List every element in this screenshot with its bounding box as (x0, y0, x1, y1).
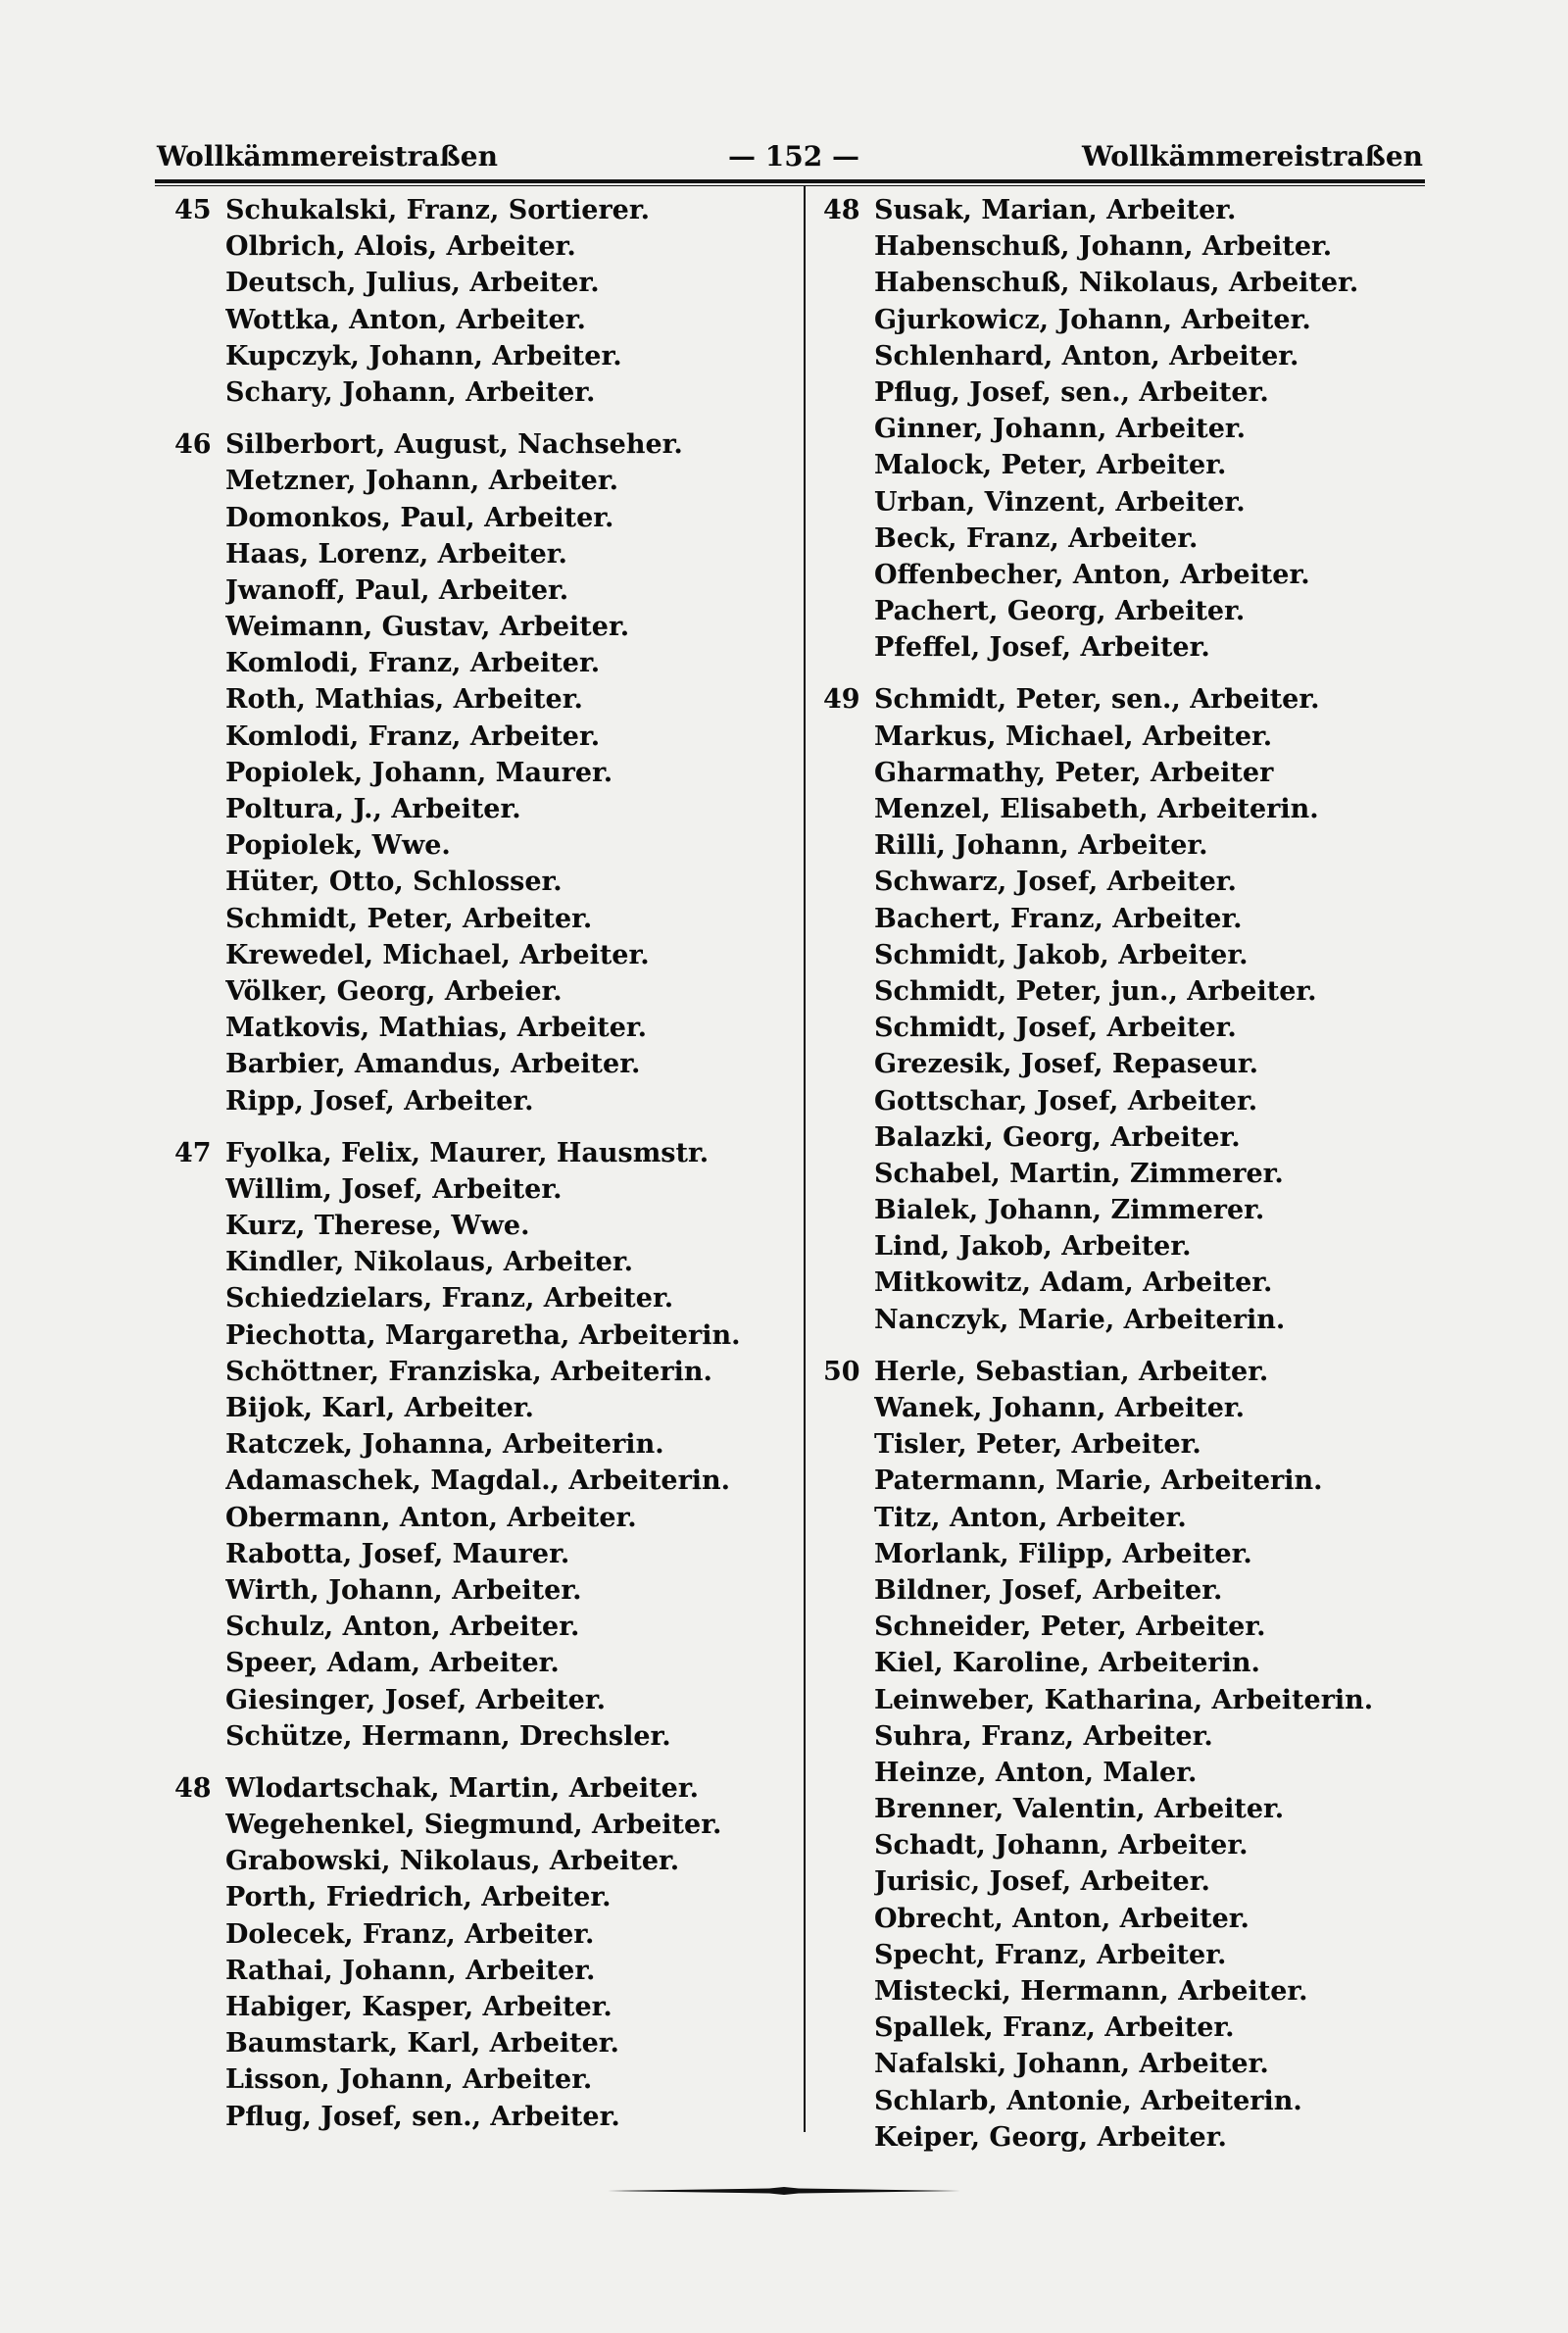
resident-entry: Kiel, Karoline, Arbeiterin. (874, 1648, 1260, 1679)
resident-entry: Ratczek, Johanna, Arbeiterin. (225, 1429, 664, 1461)
resident-entry: Wlodartschak, Martin, Arbeiter. (225, 1772, 699, 1804)
resident-entry: Popiolek, Johann, Maurer. (225, 757, 613, 788)
house-group (823, 192, 1431, 666)
resident-entry: Metzner, Johann, Arbeiter. (225, 466, 618, 497)
resident-entry: Wirth, Johann, Arbeiter. (225, 1574, 582, 1606)
resident-entry: Schmidt, Peter, jun., Arbeiter. (874, 975, 1317, 1007)
resident-entry: Schmidt, Peter, sen., Arbeiter. (874, 684, 1320, 716)
resident-entry: Bachert, Franz, Arbeiter. (874, 903, 1243, 934)
resident-entry: Obermann, Anton, Arbeiter. (225, 1502, 637, 1533)
resident-entry: Pflug, Josef, sen., Arbeiter. (225, 2101, 620, 2132)
resident-entry: Patermann, Marie, Arbeiterin. (874, 1465, 1323, 1497)
resident-entry: Schiedzielars, Franz, Arbeiter. (225, 1283, 674, 1315)
resident-entry: Pflug, Josef, sen., Arbeiter. (874, 376, 1269, 408)
resident-entry: Habenschuß, Nikolaus, Arbeiter. (874, 268, 1359, 299)
resident-entry: Habiger, Kasper, Arbeiter. (225, 1992, 612, 2022)
resident-entry: Rilli, Johann, Arbeiter. (874, 830, 1208, 862)
resident-entry: Willim, Josef, Arbeiter. (225, 1173, 563, 1205)
header-street-left: Wollkämmereistraßen (157, 140, 498, 173)
house-number: 50 (823, 1356, 860, 1387)
resident-entry: Rabotta, Josef, Maurer. (225, 1538, 570, 1569)
page-number: — 152 — (728, 140, 859, 173)
resident-entry: Malock, Peter, Arbeiter. (874, 450, 1227, 481)
resident-entry: Wottka, Anton, Arbeiter. (225, 304, 586, 335)
resident-entry: Mistecki, Hermann, Arbeiter. (874, 1976, 1308, 2007)
resident-entry: Komlodi, Franz, Arbeiter. (225, 648, 601, 679)
resident-entry: Obrecht, Anton, Arbeiter. (874, 1903, 1250, 1934)
resident-entry: Habenschuß, Johann, Arbeiter. (874, 231, 1333, 263)
resident-entry: Schlenhard, Anton, Arbeiter. (874, 340, 1299, 372)
resident-entry: Heinze, Anton, Maler. (874, 1757, 1198, 1788)
resident-entry: Popiolek, Wwe. (225, 830, 451, 862)
resident-entry: Herle, Sebastian, Arbeiter. (874, 1356, 1269, 1387)
resident-entry: Schmidt, Josef, Arbeiter. (874, 1013, 1237, 1044)
resident-entry: Rathai, Johann, Arbeiter. (225, 1955, 596, 1986)
resident-entry: Urban, Vinzent, Arbeiter. (874, 486, 1246, 518)
resident-entry: Lisson, Johann, Arbeiter. (225, 2064, 593, 2096)
page-header (157, 137, 1423, 176)
resident-entry: Schulz, Anton, Arbeiter. (225, 1612, 580, 1643)
resident-entry: Schary, Johann, Arbeiter. (225, 376, 596, 408)
resident-entry: Gharmathy, Peter, Arbeiter (874, 757, 1274, 788)
house-number: 47 (174, 1137, 212, 1168)
resident-entry: Schabel, Martin, Zimmerer. (874, 1158, 1284, 1189)
resident-entry: Olbrich, Alois, Arbeiter. (225, 231, 576, 263)
resident-entry: Schmidt, Peter, Arbeiter. (225, 903, 593, 934)
header-double-rule (155, 179, 1425, 186)
resident-entry: Markus, Michael, Arbeiter. (874, 720, 1273, 752)
resident-entry: Beck, Franz, Arbeiter. (874, 522, 1199, 554)
resident-entry: Offenbecher, Anton, Arbeiter. (874, 559, 1310, 590)
resident-entry: Bildner, Josef, Arbeiter. (874, 1574, 1223, 1606)
house-group (174, 192, 797, 411)
resident-entry: Morlank, Filipp, Arbeiter. (874, 1538, 1252, 1569)
resident-entry: Schwarz, Josef, Arbeiter. (874, 867, 1237, 898)
resident-entry: Ripp, Josef, Arbeiter. (225, 1085, 534, 1117)
resident-entry: Kupczyk, Johann, Arbeiter. (225, 340, 622, 372)
house-group (823, 681, 1431, 1337)
resident-entry: Susak, Marian, Arbeiter. (874, 195, 1237, 225)
resident-entry: Wegehenkel, Siegmund, Arbeiter. (225, 1810, 722, 1841)
resident-entry: Gjurkowicz, Johann, Arbeiter. (874, 304, 1311, 335)
house-group (174, 426, 797, 1119)
resident-entry: Suhra, Franz, Arbeiter. (874, 1720, 1213, 1752)
resident-entry: Piechotta, Margaretha, Arbeiterin. (225, 1319, 741, 1351)
resident-entry: Schmidt, Jakob, Arbeiter. (874, 939, 1249, 970)
resident-entry: Adamaschek, Magdal., Arbeiterin. (225, 1465, 731, 1497)
resident-entry: Spallek, Franz, Arbeiter. (874, 2012, 1235, 2044)
resident-entry: Domonkos, Paul, Arbeiter. (225, 502, 614, 533)
resident-entry: Schlarb, Antonie, Arbeiterin. (874, 2085, 1302, 2116)
resident-entry: Jurisic, Josef, Arbeiter. (874, 1866, 1210, 1898)
house-number: 49 (823, 684, 860, 716)
house-group (823, 1354, 1431, 2156)
resident-entry: Specht, Franz, Arbeiter. (874, 1939, 1227, 1970)
resident-entry: Balazki, Georg, Arbeiter. (874, 1121, 1241, 1153)
resident-entry: Jwanoff, Paul, Arbeiter. (225, 574, 569, 606)
resident-entry: Tisler, Peter, Arbeiter. (874, 1429, 1201, 1461)
resident-entry: Bialek, Johann, Zimmerer. (874, 1195, 1265, 1226)
resident-entry: Mitkowitz, Adam, Arbeiter. (874, 1267, 1273, 1299)
resident-entry: Schneider, Peter, Arbeiter. (874, 1612, 1266, 1643)
header-street-right: Wollkämmereistraßen (1082, 140, 1423, 173)
resident-entry: Ginner, Johann, Arbeiter. (874, 414, 1247, 445)
resident-entry: Roth, Mathias, Arbeiter. (225, 684, 583, 716)
resident-entry: Pachert, Georg, Arbeiter. (874, 596, 1246, 627)
resident-entry: Grabowski, Nikolaus, Arbeiter. (225, 1846, 680, 1877)
left-column (174, 192, 797, 2151)
resident-entry: Komlodi, Franz, Arbeiter. (225, 720, 601, 752)
resident-entry: Schadt, Johann, Arbeiter. (874, 1830, 1249, 1861)
resident-entry: Schöttner, Franziska, Arbeiterin. (225, 1356, 712, 1387)
resident-entry: Poltura, J., Arbeiter. (225, 794, 521, 824)
resident-entry: Menzel, Elisabeth, Arbeiterin. (874, 794, 1319, 824)
resident-entry: Grezesik, Josef, Repaseur. (874, 1049, 1259, 1080)
resident-entry: Barbier, Amandus, Arbeiter. (225, 1049, 641, 1080)
resident-entry: Brenner, Valentin, Arbeiter. (874, 1794, 1285, 1825)
right-column (823, 192, 1431, 2171)
resident-entry: Keiper, Georg, Arbeiter. (874, 2121, 1227, 2153)
resident-entry: Hüter, Otto, Schlosser. (225, 867, 563, 898)
resident-entry: Bijok, Karl, Arbeiter. (225, 1393, 534, 1423)
resident-entry: Völker, Georg, Arbeier. (225, 975, 563, 1007)
resident-entry: Pfeffel, Josef, Arbeiter. (874, 632, 1210, 664)
resident-entry: Kindler, Nikolaus, Arbeiter. (225, 1247, 634, 1278)
resident-entry: Porth, Friedrich, Arbeiter. (225, 1882, 612, 1913)
resident-entry: Giesinger, Josef, Arbeiter. (225, 1684, 606, 1715)
resident-entry: Fyolka, Felix, Maurer, Hausmstr. (225, 1137, 710, 1168)
resident-entry: Kurz, Therese, Wwe. (225, 1211, 530, 1242)
resident-entry: Matkovis, Mathias, Arbeiter. (225, 1013, 648, 1044)
resident-entry: Schütze, Hermann, Drechsler. (225, 1720, 671, 1752)
house-number: 45 (174, 195, 212, 225)
resident-entry: Baumstark, Karl, Arbeiter. (225, 2028, 619, 2060)
resident-entry: Dolecek, Franz, Arbeiter. (225, 1918, 595, 1950)
resident-entry: Haas, Lorenz, Arbeiter. (225, 538, 567, 570)
column-divider (804, 186, 806, 2132)
resident-entry: Schukalski, Franz, Sortierer. (225, 195, 650, 225)
ornamental-end-rule (608, 2187, 960, 2195)
resident-entry: Leinweber, Katharina, Arbeiterin. (874, 1684, 1374, 1715)
resident-entry: Lind, Jakob, Arbeiter. (874, 1231, 1192, 1263)
resident-entry: Nanczyk, Marie, Arbeiterin. (874, 1304, 1286, 1335)
resident-entry: Wanek, Johann, Arbeiter. (874, 1393, 1246, 1423)
house-group (174, 1770, 797, 2135)
house-number: 48 (174, 1772, 212, 1804)
resident-entry: Krewedel, Michael, Arbeiter. (225, 939, 650, 970)
resident-entry: Titz, Anton, Arbeiter. (874, 1502, 1187, 1533)
house-group (174, 1135, 797, 1755)
resident-entry: Silberbort, August, Nachseher. (225, 429, 683, 461)
resident-entry: Speer, Adam, Arbeiter. (225, 1648, 560, 1679)
house-number: 48 (823, 195, 860, 225)
resident-entry: Weimann, Gustav, Arbeiter. (225, 612, 630, 643)
resident-entry: Gottschar, Josef, Arbeiter. (874, 1085, 1258, 1117)
resident-entry: Deutsch, Julius, Arbeiter. (225, 268, 600, 299)
house-number: 46 (174, 429, 212, 461)
resident-entry: Nafalski, Johann, Arbeiter. (874, 2049, 1269, 2080)
